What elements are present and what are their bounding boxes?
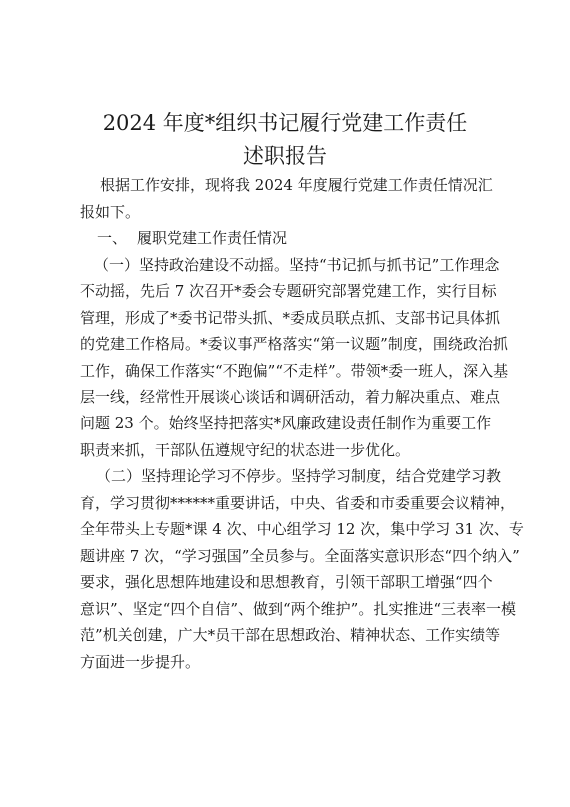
- paragraph-2-line-7: 范”机关创建，广大*员干部在思想政治、精神状态、工作实绩等: [80, 626, 501, 644]
- intro-line-2: 报如下。: [80, 203, 141, 221]
- paragraph-1-line-3: 管理，形成了*委书记带头抓、*委成员联点抓、支部书记具体抓: [80, 309, 501, 327]
- paragraph-1-line-6: 层一线，经常性开展谈心谈话和调研活动，着力解决重点、难点: [80, 388, 501, 406]
- paragraph-2-line-4: 题讲座 7 次，“学习强国”全员参与。全面落实意识形态“四个纳入”: [80, 547, 520, 565]
- paragraph-2-line-8: 方面进一步提升。: [80, 653, 201, 671]
- document-title-line-1: 2024 年度*组织书记履行党建工作责任: [102, 111, 468, 135]
- intro-line-1: 根据工作安排，现将我 2024 年度履行党建工作责任情况汇: [100, 176, 493, 194]
- section-number: 一、: [97, 229, 128, 247]
- paragraph-2-line-2: 育，学习贯彻******重要讲话，中央、省委和市委重要会议精神，: [80, 494, 516, 512]
- paragraph-1-line-4: 的党建工作格局。*委议事严格落实“第一议题”制度，围绕政治抓: [80, 335, 508, 353]
- paragraph-2-line-5: 要求，强化思想阵地建设和思想教育，引领干部职工增强“四个: [80, 573, 493, 591]
- paragraph-2-line-6: 意识”、坚定“四个自信”、做到“两个维护”。扎实推进“三表率一模: [80, 600, 517, 618]
- paragraph-1-line-1: （一）坚持政治建设不动摇。坚持“书记抓与抓书记”工作理念: [94, 256, 500, 274]
- section-heading-1: [97, 231, 287, 246]
- paragraph-1-line-8: 职责来抓，干部队伍遵规守纪的状态进一步优化。: [80, 441, 411, 459]
- paragraph-1-line-7: 问题 23 个。始终坚持把落实*风廉政建设责任制作为重要工作: [80, 414, 492, 432]
- paragraph-1-line-2: 不动摇，先后 7 次召开*委会专题研究部署党建工作，实行目标: [80, 282, 497, 300]
- paragraph-1-line-5: 工作，确保工作落实“不跑偏”“不走样”。带领*委一班人，深入基: [80, 362, 509, 380]
- paragraph-2-line-3: 全年带头上专题*课 4 次、中心组学习 12 次，集中学习 31 次、专: [80, 520, 524, 538]
- document-title-line-2: 述职报告: [243, 144, 327, 168]
- paragraph-2-line-1: （二）坚持理论学习不停步。坚持学习制度，结合党建学习教: [96, 467, 502, 485]
- section-heading-text: 履职党建工作责任情况: [137, 229, 288, 247]
